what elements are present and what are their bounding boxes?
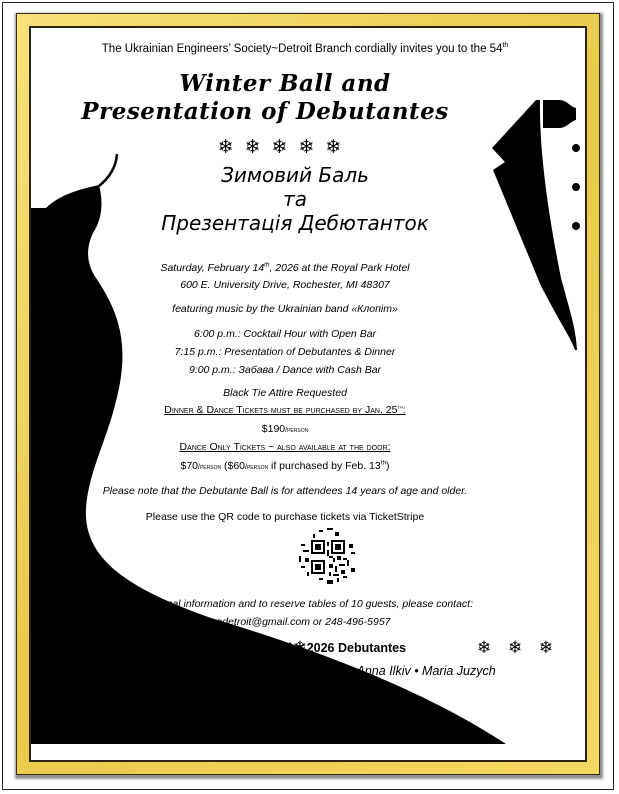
ukrainian-title-line-3: Презентація Дебютанток bbox=[161, 211, 429, 235]
flyer-canvas bbox=[29, 26, 587, 762]
title-line-2: Presentation of Debutantes bbox=[81, 98, 449, 125]
dance-ticket-heading: Dance Only Tickets ~ also available at the door: bbox=[179, 441, 391, 453]
debutantes-names: Kateryna Hlushko • Anna Ilkiv • Maria Juzych bbox=[247, 664, 496, 678]
dinner-ticket-price: $190/person bbox=[261, 423, 309, 435]
schedule-item: 7:15 p.m.: Presentation of Debutantes & Dinner bbox=[174, 346, 396, 358]
dance-ticket-price: $70/person ($60/person if purchased by Feb. 13th) bbox=[180, 459, 390, 472]
qr-code-icon bbox=[295, 524, 361, 590]
ukrainian-title-line-2: та bbox=[283, 187, 307, 211]
contact-info: For additional information and to reserve tables of 10 guests, please contact: bbox=[116, 598, 474, 610]
title-line-1: Winter Ball and bbox=[179, 70, 391, 97]
age-note: Please note that the Debutante Ball is for attendees 14 years of age and older. bbox=[102, 485, 468, 497]
debutantes-title: The 2026 Debutantes bbox=[281, 641, 407, 655]
qr-code[interactable] bbox=[295, 524, 361, 590]
event-date: Saturday, February 14th, 2026 at the Royal Park Hotel bbox=[160, 261, 410, 274]
snowflake-left-icon: ❄ ❄ ❄ bbox=[231, 638, 314, 657]
attire-note: Black Tie Attire Requested bbox=[223, 387, 347, 399]
event-address: 600 E. University Drive, Rochester, MI 48307 bbox=[180, 279, 390, 291]
schedule-item: 6:00 p.m.: Cocktail Hour with Open Bar bbox=[193, 328, 377, 340]
event-music: featuring music by the Ukrainian band «Клопіт» bbox=[172, 303, 398, 315]
invitation-intro: The Ukrainian Engineers’ Society~Detroit Branch cordially invites you to the 54th bbox=[101, 42, 509, 55]
tux-button-1 bbox=[572, 144, 580, 152]
snowflake-right-icon: ❄ ❄ ❄ bbox=[477, 638, 560, 657]
ukrainian-title-line-1: Зимовий Баль bbox=[221, 163, 369, 187]
contact-email-phone[interactable]: uesadetroit@gmail.com or 248-496-5957 bbox=[199, 616, 391, 628]
tux-button-2 bbox=[572, 183, 580, 191]
tux-button-3 bbox=[572, 222, 580, 230]
bow-tie-icon bbox=[543, 100, 576, 128]
schedule-item: 9:00 p.m.: Забава / Dance with Cash Bar bbox=[188, 364, 382, 376]
qr-instructions: Please use the QR code to purchase tickets via TicketStripe bbox=[145, 511, 425, 523]
dinner-ticket-heading: Dinner & Dance Tickets must be purchased by Jan. 25th: bbox=[164, 403, 406, 416]
snowflake-row-icon: ❄❄❄❄❄ bbox=[217, 137, 353, 158]
gold-frame bbox=[16, 13, 600, 775]
